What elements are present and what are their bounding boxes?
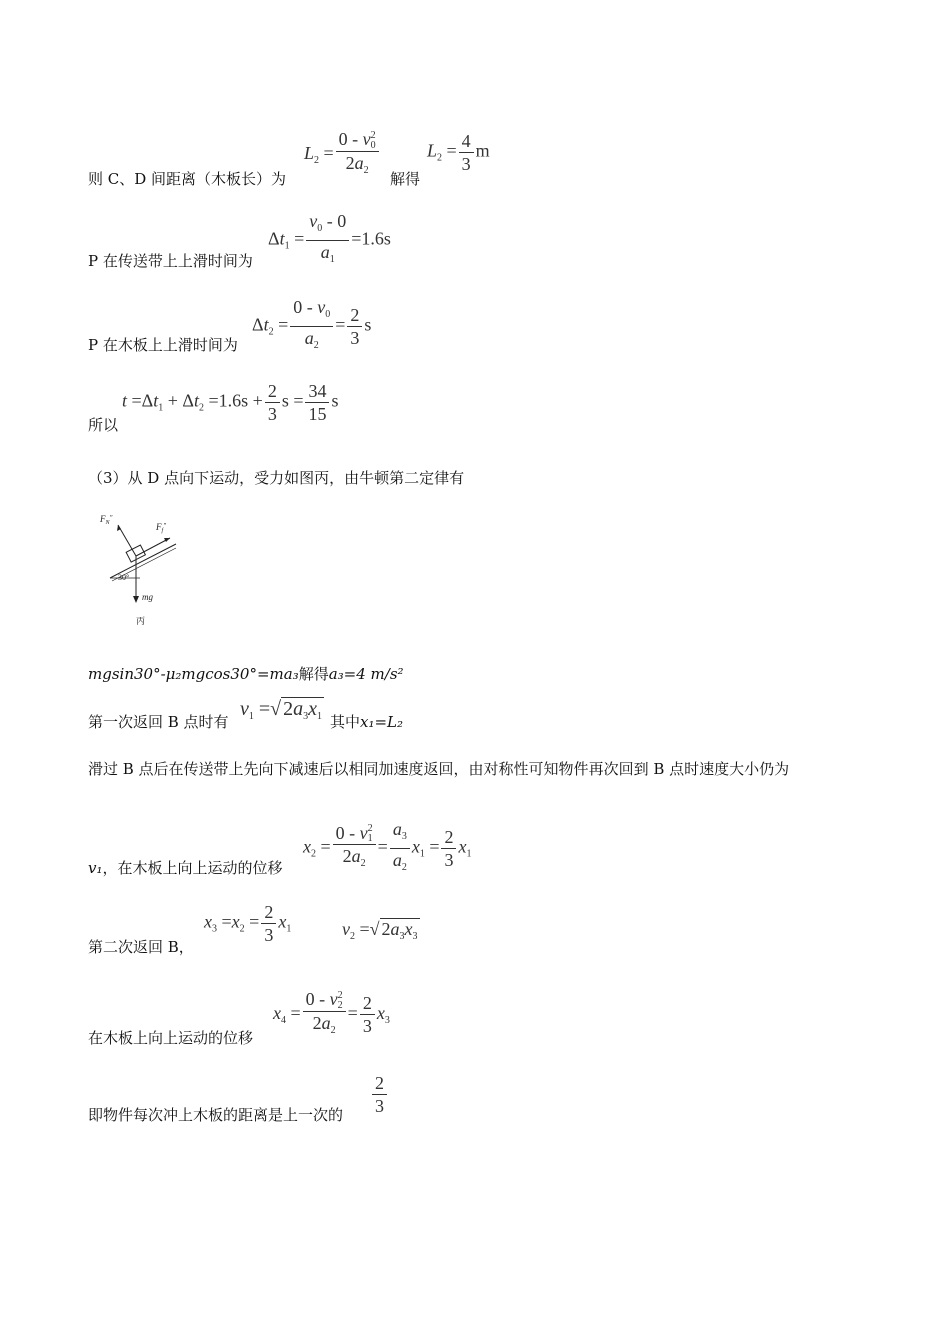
equation-x4: $x_4$ = 0 - v 2 2 $2a_2$ = $\frac{2}{3}$ $x_3$ [273,989,390,1037]
v1-label: v₁ [88,859,103,877]
text-line-1 [88,168,286,189]
angle-label: 30° [118,573,130,582]
text-line-2: P 在传送带上上滑时间为 [88,252,253,270]
figure-caption: 丙 [136,616,146,626]
equation-x2: $x_2$ = 0 - v 2 1 $2a_2$ = $\frac{a_3}{a_2}$ $x_1$ = $\frac{2}{3}$ $x_1$ [303,819,472,873]
equation-x3: $x_3 =x_2$ = $\frac{2}{3}$ $x_1$ [204,902,292,945]
equation-l2-value: $L_2$ = $\frac{4}{3}$ m [427,131,490,174]
text-line-5: （3）从 D 点向下运动，受力如图丙，由牛顿第二定律有 [88,469,465,487]
equation-delta-t1: $\Delta t_1$ = $\frac{v_0 - 0}{a_1}$ =1.6s [268,211,391,265]
equation-v1: $v_1$ =√ $2a_3x_1$ [240,698,323,722]
svg-text:Ff″: $F_f''$ [156,522,167,534]
equation-delta-t2: $\Delta t_2$ = $\frac{0 - v_0}{a_2}$ = $\frac{2}{3}$ s [252,297,372,351]
text-line-12: 即物件每次冲上木板的距离是上一次的 [88,1106,344,1124]
newton-equation: mgsin30°-μ₂mgcos30°=ma₃ [88,665,299,683]
text-line-4: 所以 [88,416,119,434]
ff-label: F [156,522,162,532]
force-diagram [96,508,186,630]
text-line-7: 第一次返回 B 点时有 [88,713,229,731]
fn-label: F [100,514,106,524]
equation-total-t: $t =\Delta t_1 + \Delta t_2 =1.6s$ + $\frac{2}{3}$ s = $\frac{34}{15}$ s [122,381,339,424]
text-line-10: 第二次返回 B， [88,938,194,956]
text-line-9: v₁，在木板上向上运动的位移 [88,859,283,877]
text-line-8: 滑过 B 点后在传送带上先向下减速后以相同加速度返回，由对称性可知物件再次回到 B 点时速度大小仍为 [88,760,790,778]
text-line-6: mgsin30°-μ₂mgcos30°=ma₃解得a₃=4 m/s² [88,665,404,683]
x1-condition: x₁=L₂ [360,713,404,731]
equation-ratio: $\frac{2}{3}$ [370,1072,389,1117]
text-line-11: 在木板上向上运动的位移 [88,1029,254,1047]
text-line-3: P 在木板上上滑时间为 [88,336,238,354]
svg-text:FN″: $F_N''$ [100,514,113,526]
solve-label-1: 解得 [390,170,421,188]
l1-text: 则 C、D 间距离（木板长）为 [88,170,287,188]
equation-v2: $v_2$ =√ $2a_3x_3$ [342,919,418,942]
equation-l2-length: $L_2$ = 0 - v 2 0 $2a_2$ [304,128,381,182]
mg-label: mg [142,592,153,602]
condition-text: 其中x₁=L₂ [330,713,404,731]
a3-result: a₃=4 m/s² [328,665,404,683]
